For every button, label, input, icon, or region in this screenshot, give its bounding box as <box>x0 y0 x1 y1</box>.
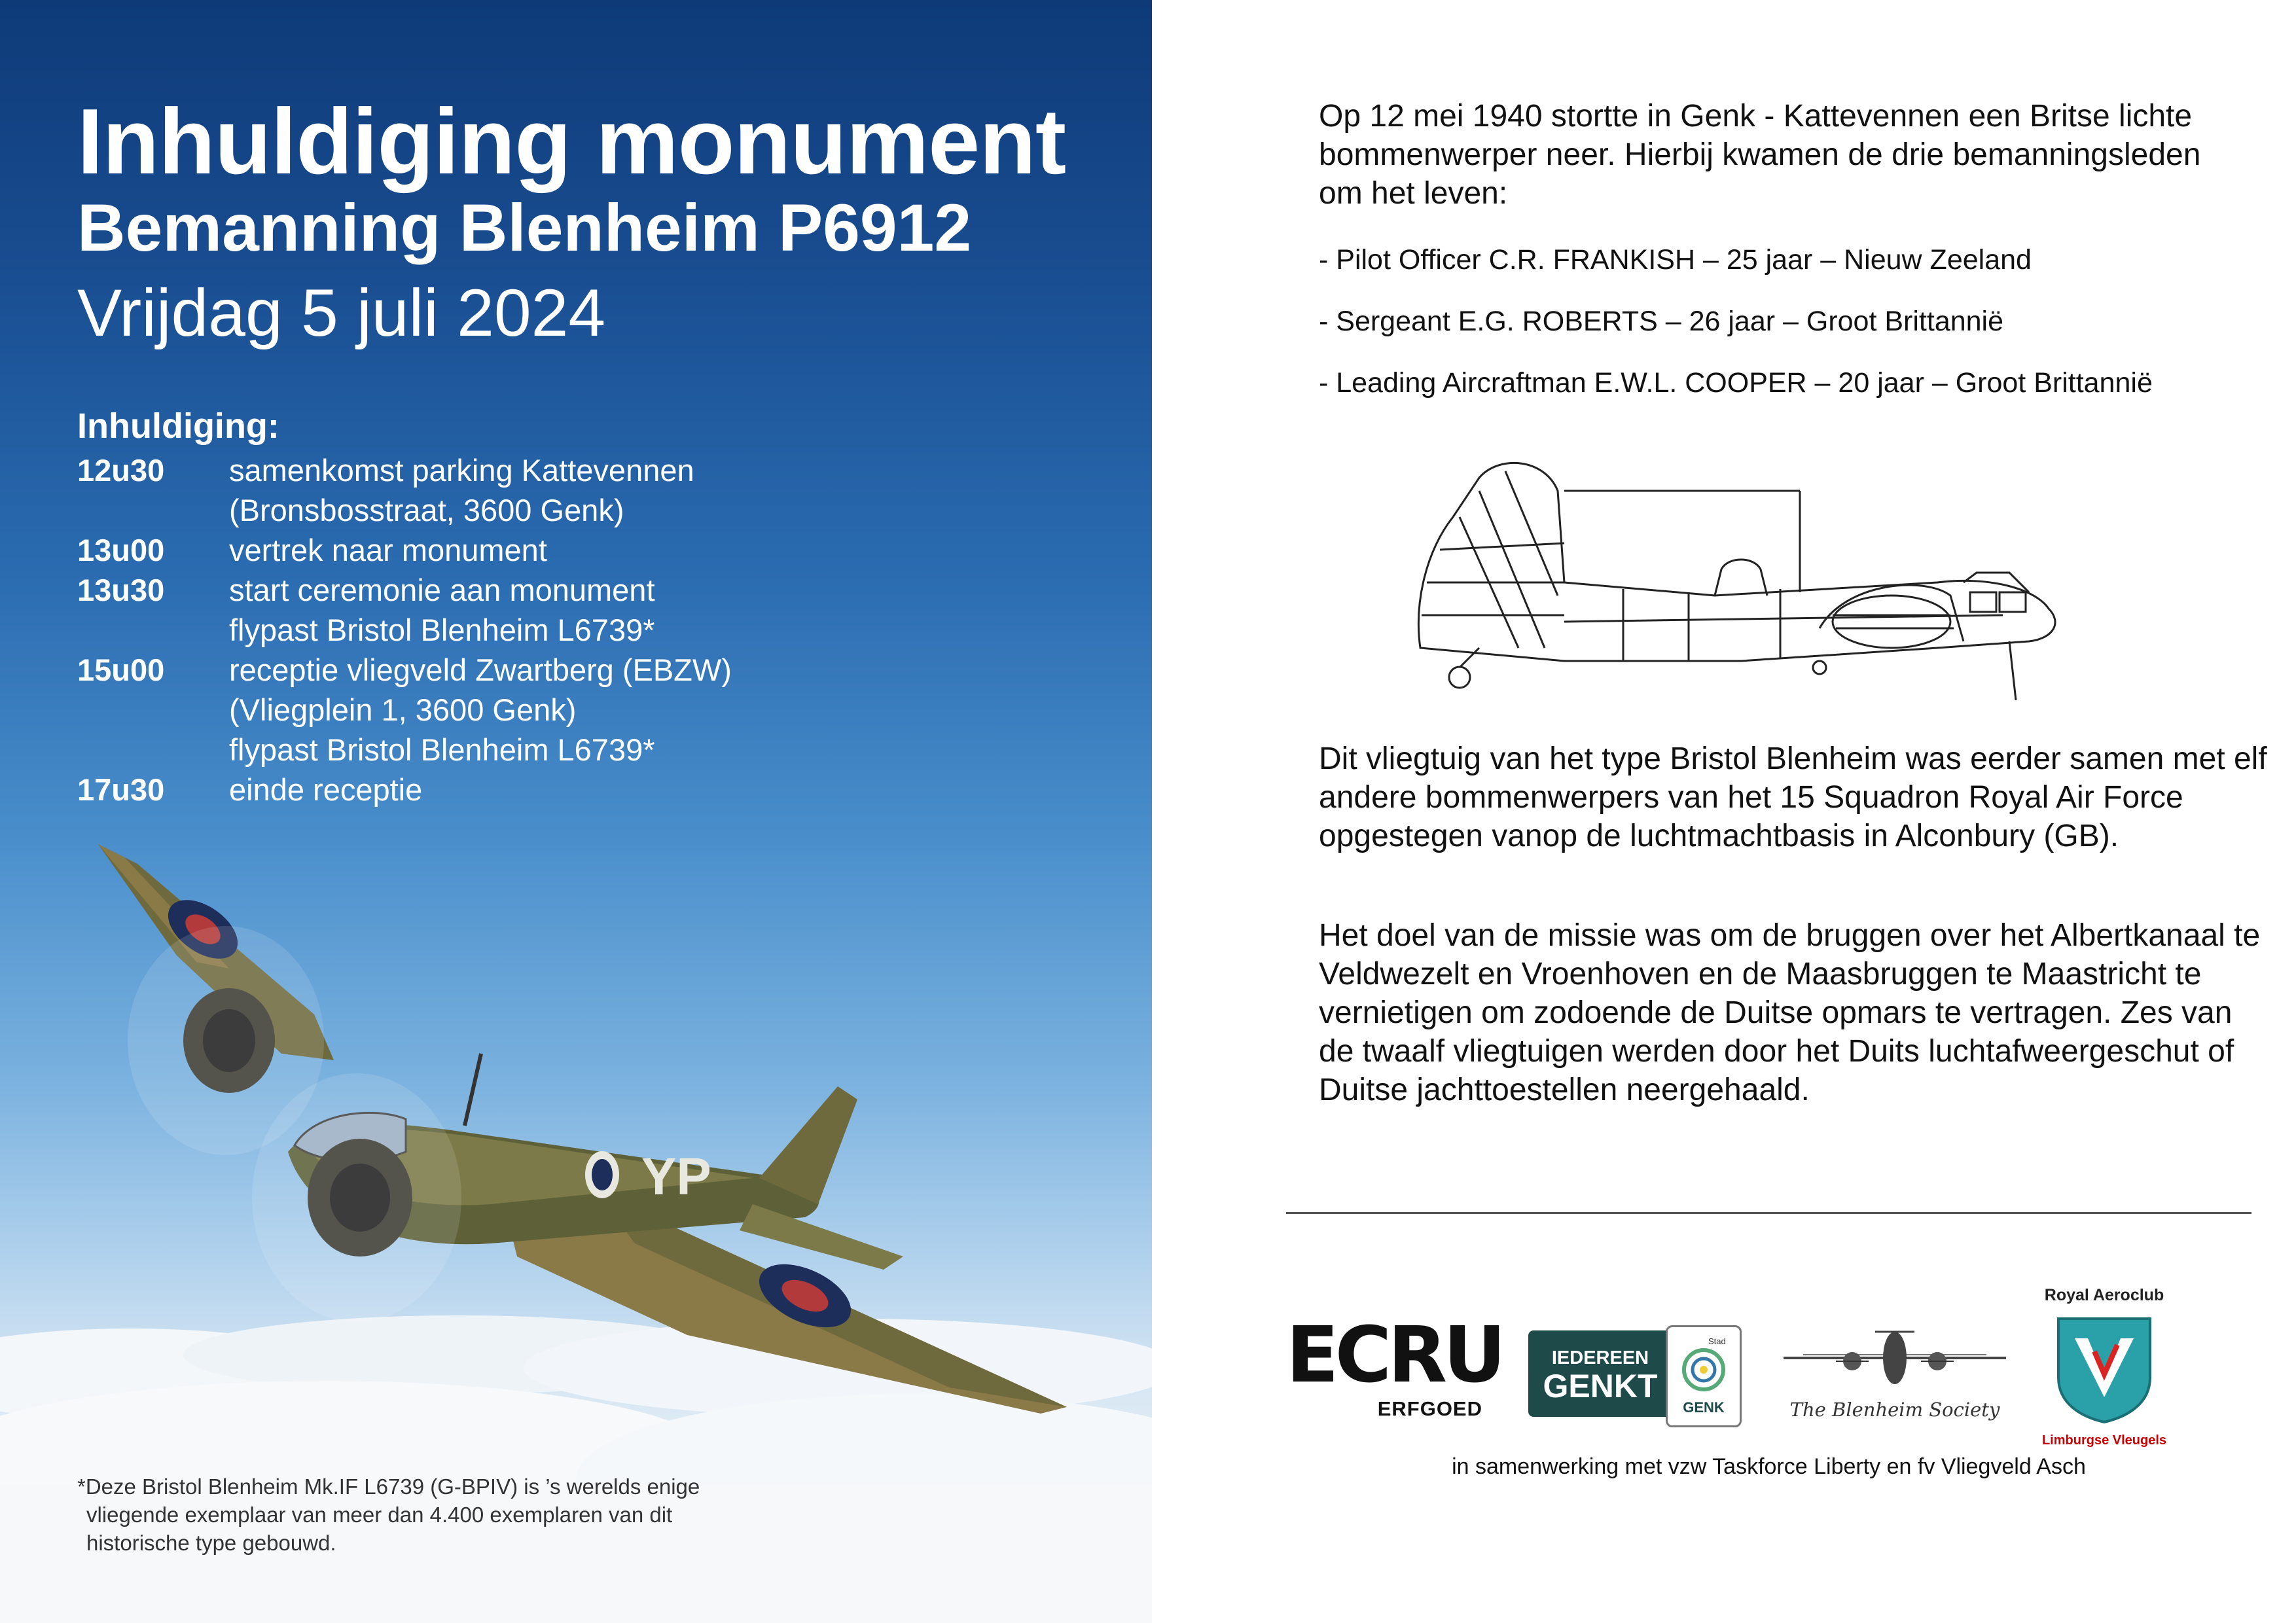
stad-genk-badge <box>1666 1325 1742 1427</box>
genk-emblem-icon <box>1668 1334 1740 1406</box>
stad-label: Stad <box>1708 1336 1726 1346</box>
crew-member: - Pilot Officer C.R. FRANKISH – 25 jaar – Nieuw Zeeland <box>1319 244 2032 276</box>
paragraph-history: Dit vliegtuig van het type Bristol Blenheim was eerder samen met elf andere bommenwerpers van het 15 Squadron Royal Air Force opgestegen vanop de luchtmachtbasis in Alconbury (GB). <box>1319 741 2267 853</box>
schedule-heading: Inhuldiging: <box>77 406 279 446</box>
crew-member: - Leading Aircraftman E.W.L. COOPER – 20 jaar – Groot Brittannië <box>1319 367 2153 399</box>
schedule-time: 15u00 <box>77 652 165 687</box>
event-subtitle: Bemanning Blenheim P6912 <box>77 190 972 265</box>
schedule-time: 13u30 <box>77 573 165 607</box>
paragraph-mission: Het doel van de missie was om de bruggen over het Albertkanaal te Veldwezelt en Vroenhoven en de Maasbruggen te Maastricht te vernietigen om zodoende de Duitse opmars te vertragen. Zes van de twaalf vliegtuigen werden door het Duits luchtafweergeschut of Duitse jachttoestellen neergehaald. <box>1319 918 2261 1107</box>
blenheim-silhouette-icon <box>1777 1319 2013 1397</box>
collaboration-note: in samenwerking met vzw Taskforce Liberty en fv Vliegveld Asch <box>1452 1454 2086 1479</box>
schedule-desc: vertrek naar monument <box>229 533 547 567</box>
royal-aeroclub-logo <box>2029 1286 2179 1450</box>
schedule-row <box>77 770 994 810</box>
schedule-desc: einde receptie <box>229 772 423 807</box>
schedule-desc: (Vliegplein 1, 3600 Genk) <box>229 692 577 727</box>
iedereen-genkt-logo <box>1528 1325 1738 1417</box>
aeroclub-shield-icon <box>2055 1312 2153 1423</box>
ecru-logo-subtext: ERFGOED <box>1377 1397 1482 1420</box>
footnote-line: *Deze Bristol Blenheim Mk.IF L6739 (G-BPIV) is ’s werelds enige <box>77 1474 700 1499</box>
divider <box>1286 1212 2251 1214</box>
footnote-line: historische type gebouwd. <box>86 1531 336 1555</box>
schedule-time: 12u30 <box>77 453 165 488</box>
blenheim-society-logo <box>1777 1319 2013 1436</box>
event-title: Inhuldiging monument <box>77 90 1066 194</box>
schedule-desc: flypast Bristol Blenheim L6739* <box>229 732 655 767</box>
schedule-row <box>77 530 994 570</box>
schedule-row <box>77 650 994 770</box>
schedule <box>77 450 994 810</box>
schedule-desc: samenkomst parking Kattevennen <box>229 453 694 488</box>
genkt-line1: IEDEREEN <box>1551 1347 1649 1368</box>
blenheim-society-caption: The Blenheim Society <box>1789 1399 2000 1421</box>
schedule-row <box>77 450 994 530</box>
ecru-erfgoed-logo <box>1286 1310 1502 1423</box>
genkt-box <box>1528 1330 1672 1417</box>
footnote-line: vliegende exemplaar van meer dan 4.400 exemplaren van dit <box>86 1503 673 1527</box>
right-panel <box>1152 0 2296 1623</box>
schedule-time: 17u30 <box>77 772 165 807</box>
crew-member: - Sergeant E.G. ROBERTS – 26 jaar – Groot Brittannië <box>1319 306 2004 337</box>
plane-code: YP <box>641 1147 711 1205</box>
schedule-desc: receptie vliegveld Zwartberg (EBZW) <box>229 652 732 687</box>
aeroclub-title: Royal Aeroclub <box>2044 1286 2164 1304</box>
schedule-time: 13u00 <box>77 533 165 567</box>
schedule-desc: start ceremonie aan monument <box>229 573 655 607</box>
genk-badge-text: GENK <box>1683 1399 1725 1416</box>
blenheim-line-drawing <box>1348 452 2081 713</box>
aeroclub-subtitle: Limburgse Vleugels <box>2041 1433 2167 1448</box>
event-date: Vrijdag 5 juli 2024 <box>77 276 606 350</box>
schedule-row <box>77 570 994 650</box>
blenheim-plane-photo <box>98 838 1080 1427</box>
schedule-desc: (Bronsbosstraat, 3600 Genk) <box>229 493 624 527</box>
intro-paragraph: Op 12 mei 1940 stortte in Genk - Kattevennen een Britse lichte bommenwerper neer. Hierbij kwamen de drie bemanningsleden om het leven: <box>1319 99 2201 211</box>
schedule-desc: flypast Bristol Blenheim L6739* <box>229 613 655 647</box>
footnote <box>77 1472 850 1557</box>
genkt-line2: GENKT <box>1543 1368 1658 1404</box>
crew-list <box>1319 237 2274 421</box>
ecru-logo-text: ECRU <box>1286 1310 1502 1400</box>
